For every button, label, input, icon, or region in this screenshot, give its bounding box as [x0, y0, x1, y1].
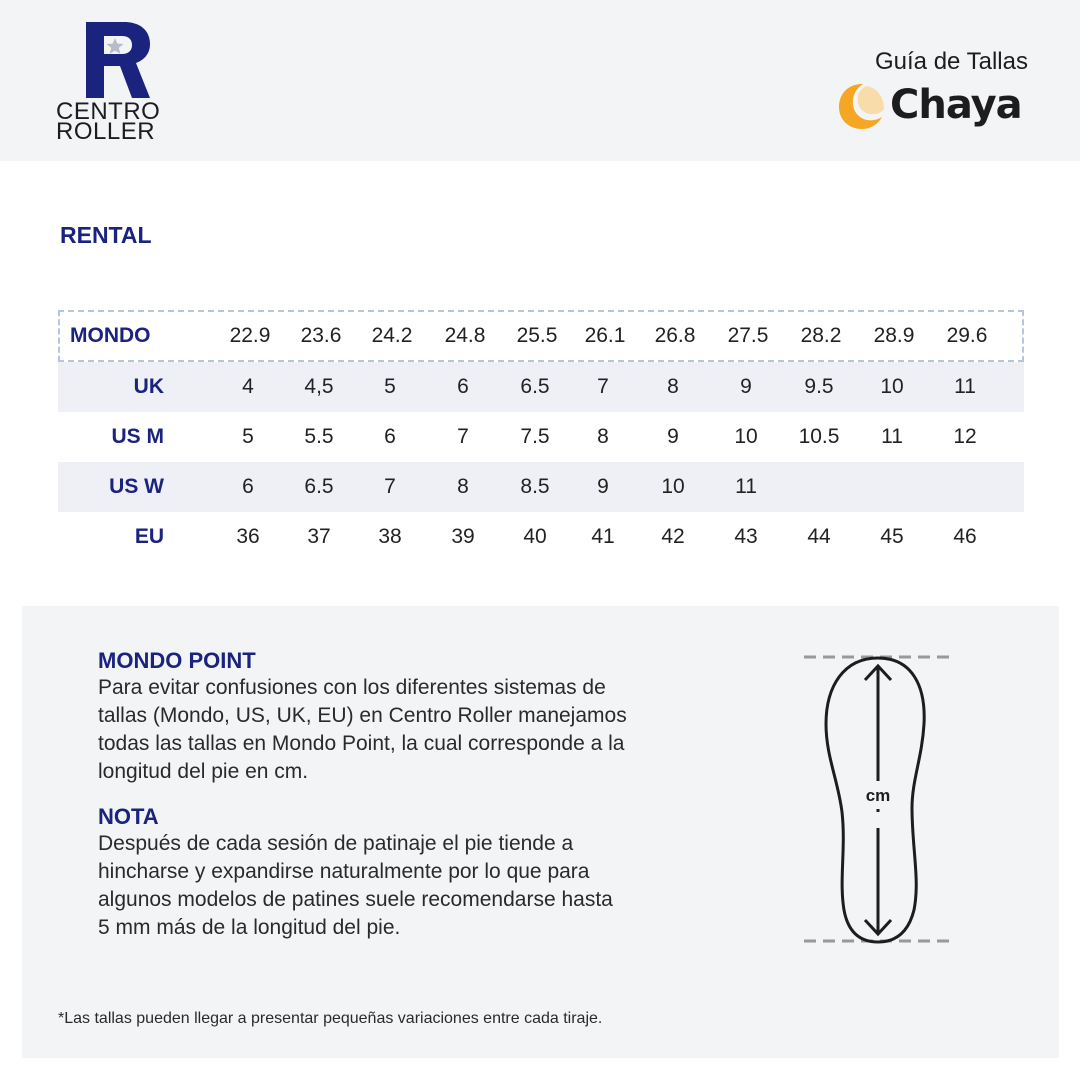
- guide-title: Guía de Tallas: [875, 48, 1028, 75]
- nota-text: [98, 830, 758, 942]
- table-cell: 11: [735, 475, 757, 498]
- table-cell: [862, 462, 922, 512]
- table-cell: 7: [457, 425, 469, 448]
- chaya-wordmark: Chaya: [890, 82, 1022, 128]
- table-row-uk: [58, 362, 1024, 412]
- table-cell: 7: [384, 475, 396, 498]
- nota-heading: NOTA: [98, 804, 159, 829]
- table-cell: 11: [954, 375, 976, 398]
- mondo-point-line: Para evitar confusiones con los diferentes sistemas de: [98, 676, 606, 699]
- centro-roller-logo: [54, 20, 178, 144]
- table-cell: [789, 462, 849, 512]
- chaya-logo: [836, 80, 1026, 132]
- table-cell: 6.5: [520, 375, 550, 398]
- table-cell: 44: [807, 525, 831, 548]
- table-cell: 8.5: [520, 475, 550, 498]
- table-cell: 4,5: [304, 375, 334, 398]
- table-cell: 22.9: [229, 324, 271, 347]
- logo-text-centro: CENTRO: [56, 98, 161, 125]
- row-label-us-m: US M: [111, 425, 164, 448]
- table-cell: 8: [457, 475, 469, 498]
- mondo-point-text: [98, 674, 758, 786]
- table-cell: 25.5: [516, 324, 558, 347]
- table-cell: 29.6: [946, 324, 988, 347]
- table-row-us-w: [58, 462, 1024, 512]
- table-cell: 10: [661, 475, 685, 498]
- table-cell: 26.1: [584, 324, 626, 347]
- nota-line: 5 mm más de la longitud del pie.: [98, 916, 401, 939]
- row-label-us-w: US W: [109, 475, 164, 498]
- table-cell: 39: [451, 525, 475, 548]
- table-cell: 5: [242, 425, 254, 448]
- table-cell: 6: [384, 425, 396, 448]
- table-cell: 8: [597, 425, 609, 448]
- table-cell: 6: [457, 375, 469, 398]
- nota-line: Después de cada sesión de patinaje el pie tiende a: [98, 832, 574, 855]
- table-cell: 10: [880, 375, 904, 398]
- table-cell: 27.5: [727, 324, 769, 347]
- header: [0, 0, 1080, 161]
- r-star-icon: [84, 22, 154, 100]
- table-cell: 10: [734, 425, 758, 448]
- row-label-mondo: MONDO: [70, 324, 151, 347]
- table-cell: 24.2: [371, 324, 413, 347]
- section-title: RENTAL: [60, 222, 152, 248]
- nota-line: algunos modelos de patines suele recomendarse hasta: [98, 888, 613, 911]
- table-cell: 5.5: [304, 425, 334, 448]
- logo-text-roller: ROLLER: [56, 118, 156, 145]
- table-cell: 5: [384, 375, 396, 398]
- table-cell: 10.5: [798, 425, 840, 448]
- table-cell: 24.8: [444, 324, 486, 347]
- table-cell: 12: [953, 425, 977, 448]
- table-cell: 9: [667, 425, 679, 448]
- table-cell: 42: [661, 525, 685, 548]
- row-label-eu: EU: [134, 525, 164, 548]
- foot-unit-label: cm: [865, 786, 891, 805]
- table-cell: 6: [242, 475, 254, 498]
- table-row-us-m: [58, 412, 1024, 462]
- table-row-mondo: [58, 310, 1024, 362]
- mondo-point-heading: MONDO POINT: [98, 648, 256, 673]
- table-cell: 6.5: [304, 475, 334, 498]
- size-table: [58, 310, 1024, 562]
- table-cell: [935, 462, 995, 512]
- table-cell: 26.8: [654, 324, 696, 347]
- table-cell: 38: [378, 525, 402, 548]
- row-label-uk: UK: [133, 375, 164, 398]
- table-cell: 45: [880, 525, 904, 548]
- chaya-moon-icon: [836, 80, 888, 132]
- nota-line: hincharse y expandirse naturalmente por lo que para: [98, 860, 590, 883]
- foot-measure-diagram: [802, 652, 952, 946]
- table-cell: 9.5: [804, 375, 834, 398]
- table-cell: 36: [236, 525, 260, 548]
- table-cell: 9: [740, 375, 752, 398]
- table-cell: 7: [597, 375, 609, 398]
- footnote: *Las tallas pueden llegar a presentar pequeñas variaciones entre cada tiraje.: [58, 1010, 603, 1027]
- table-cell: 23.6: [300, 324, 342, 347]
- table-row-eu: [58, 512, 1024, 562]
- table-cell: 8: [667, 375, 679, 398]
- table-cell: 40: [523, 525, 547, 548]
- mondo-point-line: longitud del pie en cm.: [98, 760, 309, 783]
- table-cell: 43: [734, 525, 758, 548]
- table-cell: 46: [953, 525, 977, 548]
- table-cell: 28.2: [800, 324, 842, 347]
- table-cell: 7.5: [520, 425, 550, 448]
- table-cell: 4: [242, 375, 254, 398]
- table-cell: 41: [591, 525, 615, 548]
- mondo-point-line: todas las tallas en Mondo Point, la cual corresponde a la: [98, 732, 625, 755]
- mondo-point-line: tallas (Mondo, US, UK, EU) en Centro Roller manejamos: [98, 704, 627, 727]
- table-cell: 9: [597, 475, 609, 498]
- table-cell: 37: [307, 525, 331, 548]
- info-panel: [22, 606, 1059, 1058]
- table-cell: 11: [881, 425, 903, 448]
- table-cell: 28.9: [873, 324, 915, 347]
